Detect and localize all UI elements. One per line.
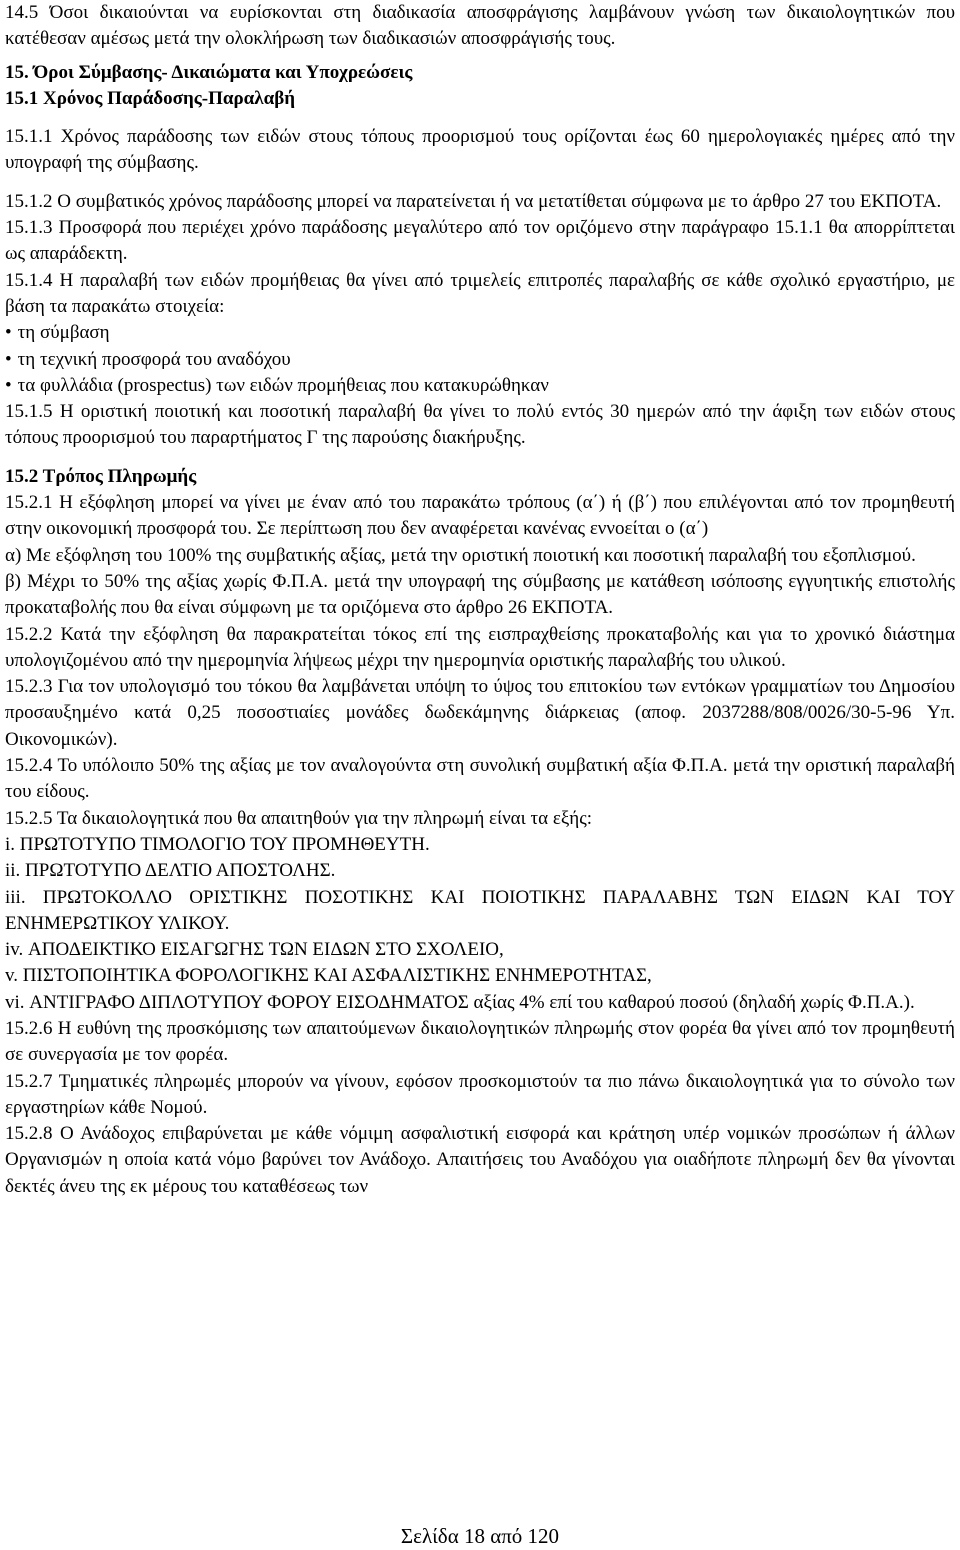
paragraph-15-2-7: 15.2.7 Τμηματικές πληρωμές μπορούν να γίνουν, εφόσον προσκομιστούν τα πιο πάνω δικαιολογητικά για το σύνολο των εργαστηρίων κάθε Νομού.	[5, 1070, 955, 1118]
paragraph-15-1-2: 15.1.2 Ο συμβατικός χρόνος παράδοσης μπορεί να παρατείνεται ή να μετατίθεται σύμφωνα με το άρθρο 27 του ΕΚΠΟΤΑ.	[5, 190, 942, 212]
heading-15-2: 15.2 Τρόπος Πληρωμής	[5, 465, 197, 487]
document-item: vi. ΑΝΤΙΓΡΑΦΟ ΔΙΠΛΟΤΥΠΟΥ ΦΟΡΟΥ ΕΙΣΟΔΗΜΑΤΟΣ αξίας 4% επί του καθαρού ποσού (δηλαδή χωρίς Φ.Π.Α.).	[5, 991, 915, 1013]
paragraph-15-2-6: 15.2.6 Η ευθύνη της προσκόμισης των απαιτούμενων δικαιολογητικών πληρωμής στον φορέα θα γίνει από τον προμηθευτή σε συνεργασία με τον φορέα.	[5, 1017, 955, 1066]
document-item: i. ΠΡΩΤΟΤΥΠΟ ΤΙΜΟΛΟΓΙΟ ΤΟΥ ΠΡΟΜΗΘΕΥΤΗ.	[5, 833, 430, 855]
bullet-item: • τα φυλλάδια (prospectus) των ειδών προμήθειας που κατακυρώθηκαν	[5, 373, 955, 399]
paragraph-15-2-8: 15.2.8 Ο Ανάδοχος επιβαρύνεται με κάθε νόμιμη ασφαλιστική εισφορά και κράτηση υπέρ νομικών προσώπων ή άλλων Οργανισμών η οποία κατά νόμο βαρύνει τον Ανάδοχο. Απαιτήσεις του Αναδόχου για οιαδήποτε πληρωμή δεν θα γίνονται δεκτές άνευ της εκ μέρους του καταθέσεως των	[5, 1123, 955, 1197]
paragraph-15-2-2: 15.2.2 Κατά την εξόφληση θα παρακρατείται τόκος επί της εισπραχθείσης προκαταβολής και για το χρονικό διάστημα υπολογιζομένου από την ημερομηνία λήψεως μέχρι την ημερομηνία οριστικής παραλαβής του υλικού.	[5, 623, 955, 671]
paragraph-15-1-5: 15.1.5 Η οριστική ποιοτική και ποσοτική παραλαβή θα γίνει το πολύ εντός 30 ημερών από την άφιξη των ειδών στους τόπους προορισμού του παραρτήματος Γ της παρούσης διακήρυξης.	[5, 401, 955, 449]
document-item: ii. ΠΡΩΤΟΤΥΠΟ ΔΕΛΤΙΟ ΑΠΟΣΤΟΛΗΣ.	[5, 860, 336, 882]
document-item: v. ΠΙΣΤΟΠΟΙΗΤΙΚΑ ΦΟΡΟΛΟΓΙΚΗΣ ΚΑΙ ΑΣΦΑΛΙΣΤΙΚΗΣ ΕΝΗΜΕΡΟΤΗΤΑΣ,	[5, 965, 652, 987]
document-item: iv. ΑΠΟΔΕΙΚΤΙΚΟ ΕΙΣΑΓΩΓΗΣ ΤΩΝ ΕΙΔΩΝ ΣΤΟ ΣΧΟΛΕΙΟ,	[5, 939, 504, 961]
document-item: iii. ΠΡΩΤΟΚΟΛΛΟ ΟΡΙΣΤΙΚΗΣ ΠΟΣΟΤΙΚΗΣ ΚΑΙ ΠΟΙΟΤΙΚΗΣ ΠΑΡΑΛΑΒΗΣ ΤΩΝ ΕΙΔΩΝ ΚΑΙ ΤΟΥ ΕΝΗΜΕΡΩΤΙΚΟΥ ΥΛΙΚΟΥ.	[5, 886, 955, 934]
paragraph-option-b: β) Μέχρι το 50% της αξίας χωρίς Φ.Π.Α. μετά την υπογραφή της σύμβασης με κατάθεση ισόποσης εγγυητικής επιστολής προκαταβολής που θα είναι σύμφωνη με τα οριζόμενα στο άρθρο 26 ΕΚΠΟΤΑ.	[5, 570, 955, 619]
paragraph-15-1-3: 15.1.3 Προσφορά που περιέχει χρόνο παράδοσης μεγαλύτερο από τον οριζόμενο στην παράγραφο 15.1.1 θα απορρίπτεται ως απαράδεκτη.	[5, 217, 955, 265]
paragraph-15-1-1: 15.1.1 Χρόνος παράδοσης των ειδών στους τόπους προορισμού τους ορίζονται έως 60 ημερολογιακές ημέρες από την υπογραφή της σύμβασης.	[5, 126, 955, 174]
heading-15-1: 15.1 Χρόνος Παράδοσης-Παραλαβή	[5, 87, 296, 109]
paragraph-15-2-3: 15.2.3 Για τον υπολογισμό του τόκου θα λαμβάνεται υπόψη το ύψος του επιτοκίου των εντόκων γραμματίων του Δημοσίου προσαυξημένο κατά 0,25 ποσοστιαίες μονάδες δωδεκάμηνης διάρκειας (αποφ. 2037288/808/0026/30-5-96 Υπ. Οικονομικών).	[5, 676, 955, 750]
paragraph-15-1-4: 15.1.4 Η παραλαβή των ειδών προμήθειας θα γίνει από τριμελείς επιτροπές παραλαβής σε κάθε σχολικό εργαστήριο, με βάση τα παρακάτω στοιχεία:	[5, 269, 955, 317]
paragraph-14-5: 14.5 Όσοι δικαιούνται να ευρίσκονται στη διαδικασία αποσφράγισης λαμβάνουν γνώση των δικαιολογητικών που κατέθεσαν αμέσως μετά την ολοκλήρωση των διαδικασιών αποσφράγισής τους.	[5, 2, 955, 50]
paragraph-option-a: α) Με εξόφληση του 100% της συμβατικής αξίας, μετά την οριστική ποιοτική και ποσοτική παραλαβή του εξοπλισμού.	[5, 544, 916, 566]
page-number-footer: Σελίδα 18 από 120	[400, 1524, 560, 1548]
heading-15: 15. Όροι Σύμβασης- Δικαιώματα και Υποχρεώσεις	[5, 61, 413, 83]
paragraph-15-2-1: 15.2.1 Η εξόφληση μπορεί να γίνει με έναν από του παρακάτω τρόπους (α΄) ή (β΄) που επιλέγονται από τον προμηθευτή στην οικονομική προσφορά του. Σε περίπτωση που δεν αναφέρεται κανένας εννοείται ο (α΄)	[5, 492, 955, 540]
bullet-item: • τη τεχνική προσφορά του αναδόχου	[5, 347, 955, 373]
paragraph-15-2-4: 15.2.4 Το υπόλοιπο 50% της αξίας με τον αναλογούντα στη συνολική συμβατική αξία Φ.Π.Α. μετά την οριστική παραλαβή του είδους.	[5, 755, 955, 803]
paragraph-15-2-5: 15.2.5 Τα δικαιολογητικά που θα απαιτηθούν για την πληρωμή είναι τα εξής:	[5, 807, 593, 829]
bullet-item: • τη σύμβαση	[5, 320, 955, 346]
document-page	[5, 0, 955, 1550]
